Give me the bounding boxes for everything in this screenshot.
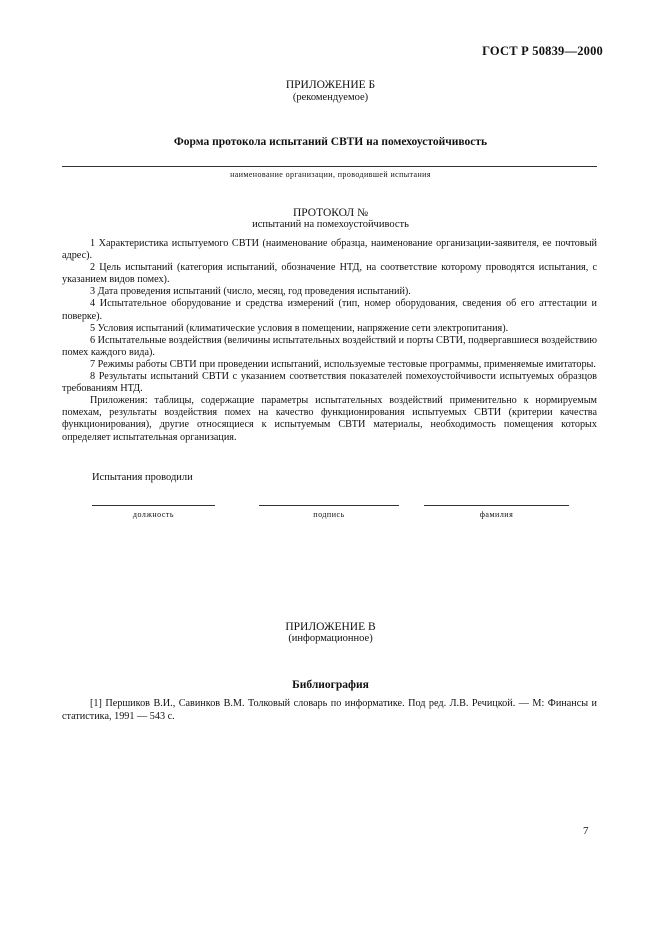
position-line (92, 505, 215, 506)
appendix-b-title: ПРИЛОЖЕНИЕ Б (285, 79, 376, 91)
bibliography-title: Библиография (292, 679, 369, 691)
protocol-item: 1 Характеристика испытуемого СВТИ (наименование образца, наименование организации-заявителя, ее почтовый адрес). (62, 238, 597, 262)
protocol-item: 4 Испытательное оборудование и средства измерений (тип, номер оборудования, сведения об его аттестации и поверке). (62, 298, 597, 322)
protocol-item: 5 Условия испытаний (климатические условия в помещении, напряжение сети электропитания). (90, 322, 509, 334)
protocol-item: 3 Дата проведения испытаний (число, месяц, год проведения испытаний). (90, 286, 411, 298)
protocol-items (62, 238, 597, 444)
organization-line (62, 166, 597, 167)
protocol-appendices: Приложения: таблицы, содержащие параметры испытательных воздействий применительно к нормируемым помехам, результаты воздействия помех на качество функционирования испытуемых СВТИ (критерии качества функционирования), другие относящиеся к испытуемым СВТИ материалы, необходимость помещения которых определяет испытательная организация. (62, 395, 597, 443)
standard-code: ГОСТ Р 50839—2000 (482, 44, 603, 58)
appendix-v-title: ПРИЛОЖЕНИЕ В (285, 621, 376, 633)
signature-line (259, 505, 399, 506)
appendix-v-status: (информационное) (288, 633, 373, 644)
protocol-item: 2 Цель испытаний (категория испытаний, обозначение НТД, на соответствие которому проводятся испытания, с указанием видов помех). (62, 262, 597, 286)
protocol-item: 8 Результаты испытаний СВТИ с указанием соответствия показателей помехоустойчивости испытуемых образцов требованиям НТД. (62, 371, 597, 395)
appendix-b-status: (рекомендуемое) (292, 92, 369, 103)
protocol-subtitle: испытаний на помехоустойчивость (252, 219, 409, 230)
surname-caption: фамилия (479, 510, 514, 519)
protocol-item: 7 Режимы работы СВТИ при проведении испытаний, используемые тестовые программы, применяемые имитаторы. (90, 358, 596, 370)
tests-conducted-label: Испытания проводили (92, 472, 193, 483)
protocol-item: 6 Испытательные воздействия (величины испытательных воздействий и порты СВТИ, подвергавшиеся воздействию помех каждого вида). (62, 334, 597, 358)
form-title: Форма протокола испытаний СВТИ на помехоустойчивость (173, 136, 488, 148)
surname-line (424, 505, 569, 506)
bibliography-reference: [1] Першиков В.И., Савинков В.М. Толковый словарь по информатике. Под ред. Л.В. Речицкой. — М: Финансы и статистика, 1991 — 543 с. (62, 698, 597, 722)
position-caption: должность (132, 510, 175, 519)
protocol-title: ПРОТОКОЛ № (292, 207, 369, 219)
page-number: 7 (583, 825, 589, 837)
signature-caption: подпись (313, 510, 345, 519)
organization-caption: наименование организации, проводившей испытания (230, 170, 431, 179)
